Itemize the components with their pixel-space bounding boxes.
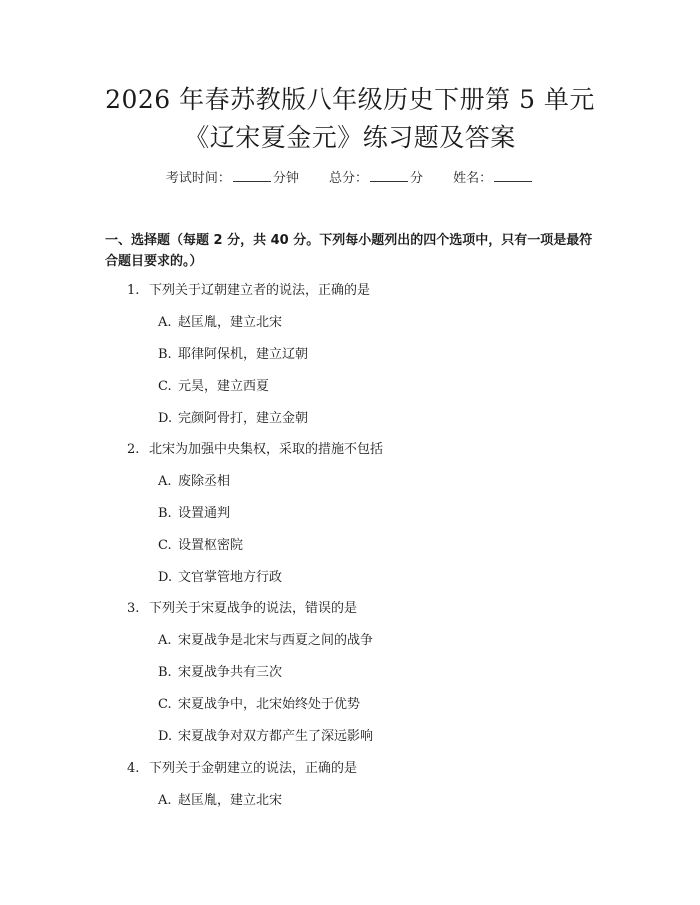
option-text: 耶律阿保机，建立辽朝 <box>178 347 309 362</box>
question-1-option-d <box>158 410 308 428</box>
option-text: 设置通判 <box>178 506 231 521</box>
option-letter: B. <box>158 347 172 362</box>
question-1-option-b <box>158 346 308 364</box>
question-1-option-a <box>158 314 282 332</box>
option-letter: A. <box>158 633 172 648</box>
total-score-blank <box>370 169 408 182</box>
option-text: 废除丞相 <box>178 474 231 489</box>
section-heading-multiple-choice: 一、选择题（每题 2 分，共 40 分。下列每小题列出的四个选项中，只有一项是最符合题目要求的。） <box>105 233 593 269</box>
option-letter: A. <box>158 474 172 489</box>
option-letter: A. <box>158 793 172 808</box>
question-1 <box>127 282 370 300</box>
option-letter: C. <box>158 379 172 394</box>
question-number: 4. <box>127 761 140 776</box>
document-title-line-1: 2026 年春苏教版八年级历史下册第 5 单元 <box>105 85 595 114</box>
exam-time-label: 考试时间： <box>165 171 231 186</box>
option-letter: A. <box>158 315 172 330</box>
student-name-blank <box>494 169 532 182</box>
exam-time-field <box>166 171 299 186</box>
question-number: 2. <box>127 442 140 457</box>
question-3-option-c <box>158 696 360 714</box>
question-2-option-b <box>158 505 230 523</box>
question-3-option-b <box>158 664 282 682</box>
option-text: 宋夏战争是北宋与西夏之间的战争 <box>178 633 374 648</box>
total-score-field <box>329 171 423 186</box>
question-text: 下列关于宋夏战争的说法，错误的是 <box>149 601 358 616</box>
option-text: 元昊，建立西夏 <box>178 379 270 394</box>
exam-info-row <box>0 169 700 188</box>
question-2-option-c <box>158 537 243 555</box>
question-2 <box>127 441 383 459</box>
question-4-option-a <box>158 792 282 810</box>
option-letter: B. <box>158 506 172 521</box>
question-2-option-d <box>158 569 282 587</box>
question-number: 1. <box>127 283 140 298</box>
option-text: 宋夏战争中，北宋始终处于优势 <box>178 697 361 712</box>
exam-time-blank <box>233 169 271 182</box>
question-3-option-d <box>158 728 373 746</box>
question-text: 下列关于辽朝建立者的说法，正确的是 <box>149 283 371 298</box>
student-name-label: 姓名： <box>453 171 493 186</box>
option-letter: D. <box>158 729 173 744</box>
option-text: 赵匡胤，建立北宋 <box>178 793 283 808</box>
question-3-option-a <box>158 632 373 650</box>
option-text: 赵匡胤，建立北宋 <box>178 315 283 330</box>
student-name-field <box>453 171 534 186</box>
option-letter: D. <box>158 570 173 585</box>
question-3 <box>127 600 357 618</box>
question-2-option-a <box>158 473 230 491</box>
total-score-label: 总分： <box>328 171 368 186</box>
option-text: 宋夏战争对双方都产生了深远影响 <box>178 729 374 744</box>
question-text: 下列关于金朝建立的说法，正确的是 <box>149 761 358 776</box>
question-4 <box>127 760 357 778</box>
document-title-line-2: 《辽宋夏金元》练习题及答案 <box>184 123 516 152</box>
option-letter: B. <box>158 665 172 680</box>
option-text: 设置枢密院 <box>178 538 244 553</box>
option-letter: D. <box>158 411 173 426</box>
option-text: 文官掌管地方行政 <box>178 570 283 585</box>
exam-time-unit: 分钟 <box>272 171 299 186</box>
question-1-option-c <box>158 378 269 396</box>
option-text: 宋夏战争共有三次 <box>178 665 283 680</box>
option-letter: C. <box>158 538 172 553</box>
question-text: 北宋为加强中央集权，采取的措施不包括 <box>149 442 384 457</box>
option-text: 完颜阿骨打，建立金朝 <box>178 411 309 426</box>
total-score-unit: 分 <box>410 171 424 186</box>
option-letter: C. <box>158 697 172 712</box>
question-number: 3. <box>127 601 140 616</box>
